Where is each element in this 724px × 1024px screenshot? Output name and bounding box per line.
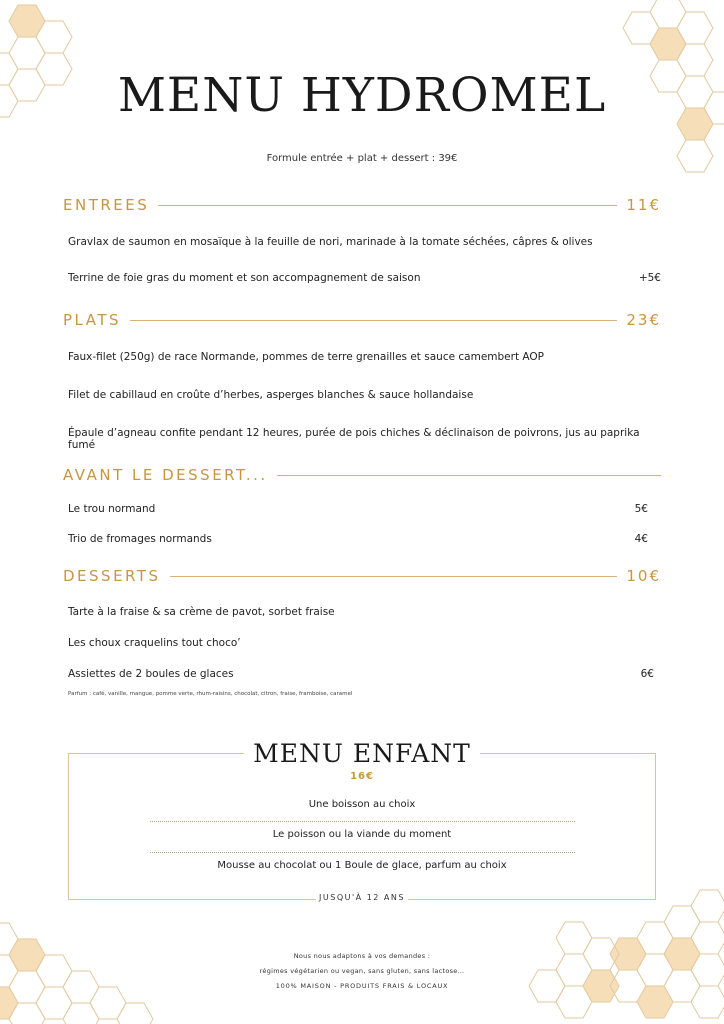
- menu-item-name: Assiettes de 2 boules de glaces: [68, 668, 234, 680]
- dotted-divider: [150, 821, 575, 822]
- page-title: MENU HYDROMEL: [117, 68, 607, 123]
- divider: [130, 320, 617, 321]
- section-price: 11€: [626, 196, 661, 214]
- section-header-plats: [63, 310, 661, 330]
- kids-menu-item: Le poisson ou la viande du moment: [272, 829, 452, 840]
- kids-menu-item: Une boisson au choix: [308, 799, 416, 810]
- set-menu-formula: Formule entrée + plat + dessert : 39€: [266, 153, 458, 164]
- menu-item-name: Filet de cabillaud en croûte d’herbes, asperges blanches & sauce hollandaise: [68, 389, 474, 401]
- kids-menu-price: 16€: [350, 771, 374, 782]
- menu-item: [68, 637, 661, 649]
- ice-cream-flavours-note: Parfum : café, vanille, mangue, pomme verte, rhum-raisins, chocolat, citron, fraise, framboise, caramel: [68, 691, 353, 697]
- menu-item-price: 5€: [634, 503, 648, 515]
- section-header-entrees: [63, 195, 661, 215]
- section-title: ENTREES: [63, 196, 150, 214]
- kids-menu-item: Mousse au chocolat ou 1 Boule de glace, parfum au choix: [217, 860, 507, 871]
- menu-item-name: Faux-filet (250g) de race Normande, pommes de terre grenailles et sauce camembert AOP: [68, 351, 545, 363]
- menu-item-supplement: +5€: [638, 272, 661, 284]
- menu-item-name: Tarte à la fraise & sa crème de pavot, sorbet fraise: [68, 606, 335, 618]
- menu-item: [68, 236, 661, 248]
- footer-line: 100% MAISON - PRODUITS FRAIS & LOCAUX: [275, 982, 449, 990]
- section-header-desserts: [63, 566, 661, 586]
- menu-item-price: 4€: [634, 533, 648, 545]
- dotted-divider: [150, 852, 575, 853]
- menu-item: [68, 389, 661, 401]
- menu-item: [68, 351, 661, 363]
- divider: [170, 576, 618, 577]
- menu-item: [68, 533, 648, 545]
- section-price: 23€: [626, 311, 661, 329]
- menu-item-name: Épaule d’agneau confite pendant 12 heures, purée de pois chiches & déclinaison de poivrons, jus au paprika fumé: [68, 427, 640, 451]
- section-title: PLATS: [63, 311, 122, 329]
- menu-item: [68, 503, 648, 515]
- menu-item: [68, 272, 661, 284]
- divider: [158, 205, 617, 206]
- menu-item-name: Le trou normand: [68, 503, 156, 515]
- divider: [277, 475, 661, 476]
- menu-item-name: Trio de fromages normands: [68, 533, 212, 545]
- menu-item: [68, 427, 661, 451]
- section-header-avant-dessert: [63, 465, 661, 485]
- menu-item-name: Terrine de foie gras du moment et son accompagnement de saison: [68, 272, 421, 284]
- menu-item-price: 6€: [640, 668, 654, 680]
- menu-item-name: Gravlax de saumon en mosaïque à la feuille de nori, marinade à la tomate séchées, câpres & olives: [68, 236, 593, 248]
- section-title: AVANT LE DESSERT...: [63, 466, 268, 484]
- menu-item: [68, 606, 661, 618]
- footer-line: Nous nous adaptons à vos demandes :: [293, 952, 431, 960]
- kids-age-limit: JUSQU'À 12 ANS: [319, 893, 405, 902]
- section-price: 10€: [626, 567, 661, 585]
- menu-item-name: Les choux craquelins tout choco’: [68, 637, 241, 649]
- footer-line: régimes végétarien ou vegan, sans gluten, sans lactose…: [259, 967, 465, 975]
- kids-menu-title: MENU ENFANT: [253, 739, 471, 768]
- section-title: DESSERTS: [63, 567, 161, 585]
- menu-item: [68, 668, 654, 680]
